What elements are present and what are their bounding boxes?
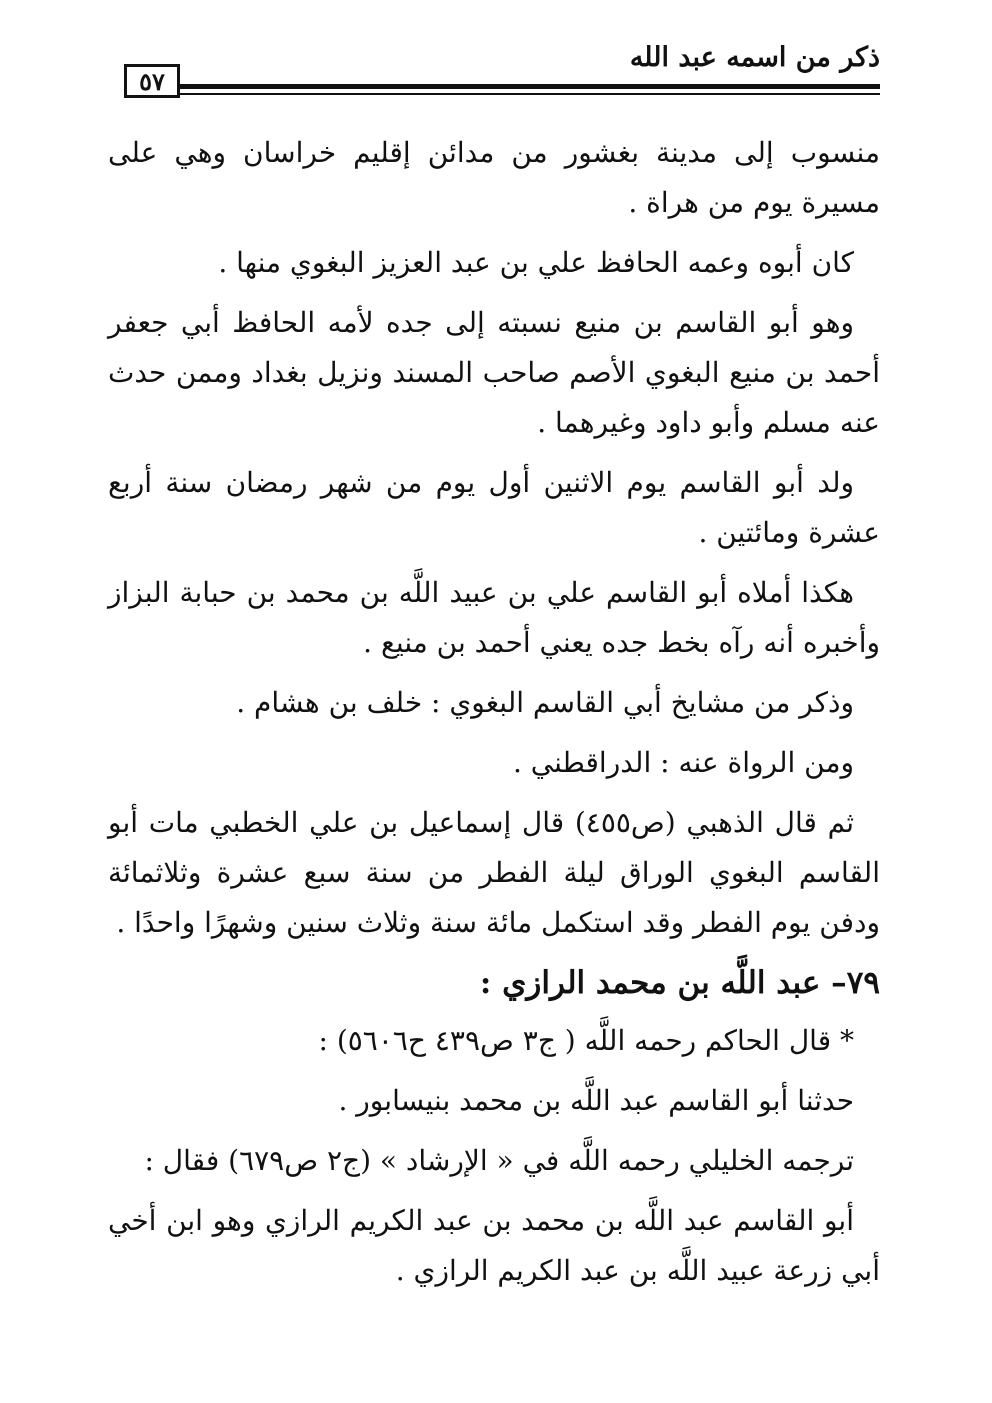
page-body: [108, 128, 880, 1306]
header-rule-thick: [180, 84, 880, 89]
paragraph-3: وهو أبو القاسم بن منيع نسبته إلى جده لأمه الحافظ أبي جعفر أحمد بن منيع البغوي الأصم صاحب المسند ونزيل بغداد وممن حدث عنه مسلم وأبو داود وغيرهما .: [108, 306, 880, 439]
entry-paragraph-2: حدثنا أبو القاسم عبد اللَّه بن محمد بنيسابور .: [338, 1084, 854, 1117]
entry-paragraph-3: ترجمه الخليلي رحمه اللَّه في « الإرشاد » (ج٢ ص٦٧٩) فقال :: [144, 1144, 854, 1177]
header-rule-thin: [180, 93, 880, 95]
page-header: [0, 0, 992, 110]
paragraph-8: ثم قال الذهبي (ص٤٥٥) قال إسماعيل بن علي الخطبي مات أبو القاسم البغوي الوراق ليلة الفطر من سنة سبع عشرة وثلاثمائة ودفن يوم الفطر وقد استكمل مائة سنة وثلاث سنين وشهرًا واحدًا .: [108, 806, 880, 939]
paragraph-5: هكذا أملاه أبو القاسم علي بن عبيد اللَّه بن محمد بن حبابة البزاز وأخبره أنه رآه بخط جده يعني أحمد بن منيع .: [108, 576, 880, 659]
paragraph-4: ولد أبو القاسم يوم الاثنين أول يوم من شهر رمضان سنة أربع عشرة ومائتين .: [108, 466, 880, 549]
entry-heading: ٧٩– عبد اللَّه بن محمد الرازي :: [479, 965, 880, 1001]
paragraph-1: منسوب إلى مدينة بغشور من مدائن إقليم خراسان وهي على مسيرة يوم من هراة .: [108, 136, 880, 219]
entry-paragraph-1: * قال الحاكم رحمه اللَّه ( ج٣ ص٤٣٩ ح٥٦٠٦) :: [318, 1024, 854, 1057]
page-number: ٥٧: [124, 64, 180, 98]
paragraph-7: ومن الرواة عنه : الدراقطني .: [512, 746, 854, 779]
paragraph-6: وذكر من مشايخ أبي القاسم البغوي : خلف بن هشام .: [236, 686, 854, 719]
paragraph-2: كان أبوه وعمه الحافظ علي بن عبد العزيز البغوي منها .: [218, 246, 854, 279]
entry-paragraph-4: أبو القاسم عبد اللَّه بن محمد بن عبد الكريم الرازي وهو ابن أخي أبي زرعة عبيد اللَّه بن عبد الكريم الرازي .: [108, 1204, 880, 1287]
running-title: ذكر من اسمه عبد الله: [629, 42, 880, 73]
